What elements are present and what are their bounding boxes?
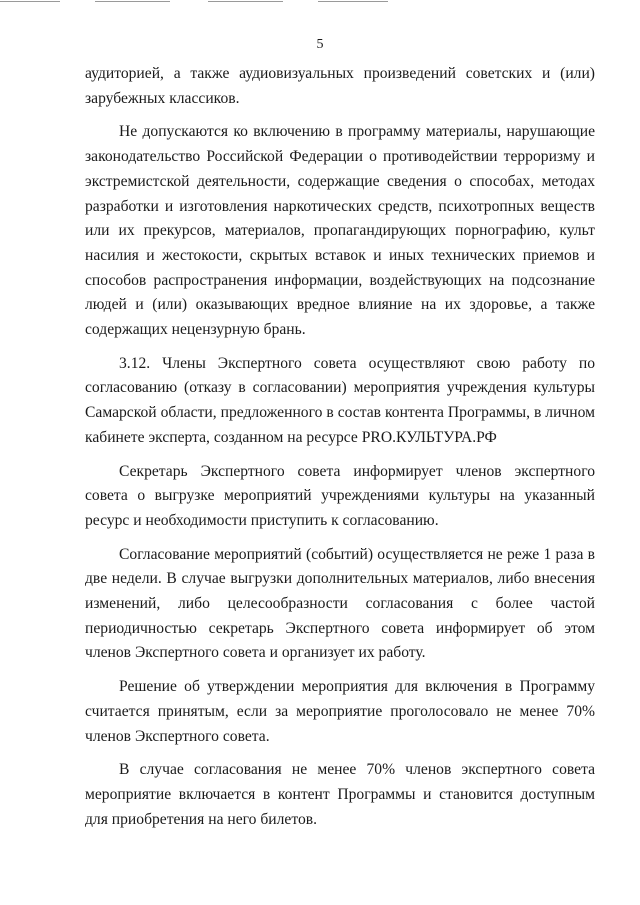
page-number: 5 [316, 37, 324, 52]
paragraph-3-12: 3.12. Члены Экспертного совета осуществляют свою работу по согласованию (отказу в согласовании) мероприятия учреждения культуры Самарской области, предложенного в состав контента Программы, в личном кабинете эксперта, созданном на ресурсе PRO.КУЛЬТУРА.РФ [85, 354, 595, 446]
header-scan-marks [0, 0, 640, 6]
paragraph-decision-threshold: Решение об утверждении мероприятия для включения в Программу считается принятым, если за мероприятие проголосовало не менее 70% членов Экспертного совета. [85, 678, 595, 745]
paragraph-approval-frequency: Согласование мероприятий (событий) осуществляется не реже 1 раза в две недели. В случае выгрузки дополнительных материалов, либо внесения изменений, либо целесообразности согласования с более частой периодичностью секретарь Экспертного совета информирует об этом членов Экспертного совета и организует их работу. [85, 545, 595, 662]
paragraph-continuation: аудиторией, а также аудиовизуальных произведений советских и (или) зарубежных классиков. [85, 65, 595, 107]
paragraph-secretary-informs: Секретарь Экспертного совета информирует членов экспертного совета о выгрузке мероприятий учреждениями культуры на указанный ресурс и необходимости приступить к согласованию. [85, 462, 595, 529]
document-body [85, 62, 595, 841]
paragraph-prohibited-materials: Не допускаются ко включению в программу материалы, нарушающие законодательство Российской Федерации о противодействии терроризму и экстремистской деятельности, содержащие сведения о способах, методах разработки и изготовления наркотических средств, психотропных веществ или их прекурсов, материалов, пропагандирующих порнографию, культ насилия и жестокости, скрытых вставок и иных технических приемов и способов распространения информации, воздействующих на подсознание людей и (или) оказывающих вредное влияние на их здоровье, а также содержащих нецензурную брань. [85, 123, 595, 339]
paragraph-inclusion: В случае согласования не менее 70% членов экспертного совета мероприятие включается в контент Программы и становится доступным для приобретения на него билетов. [85, 761, 595, 828]
